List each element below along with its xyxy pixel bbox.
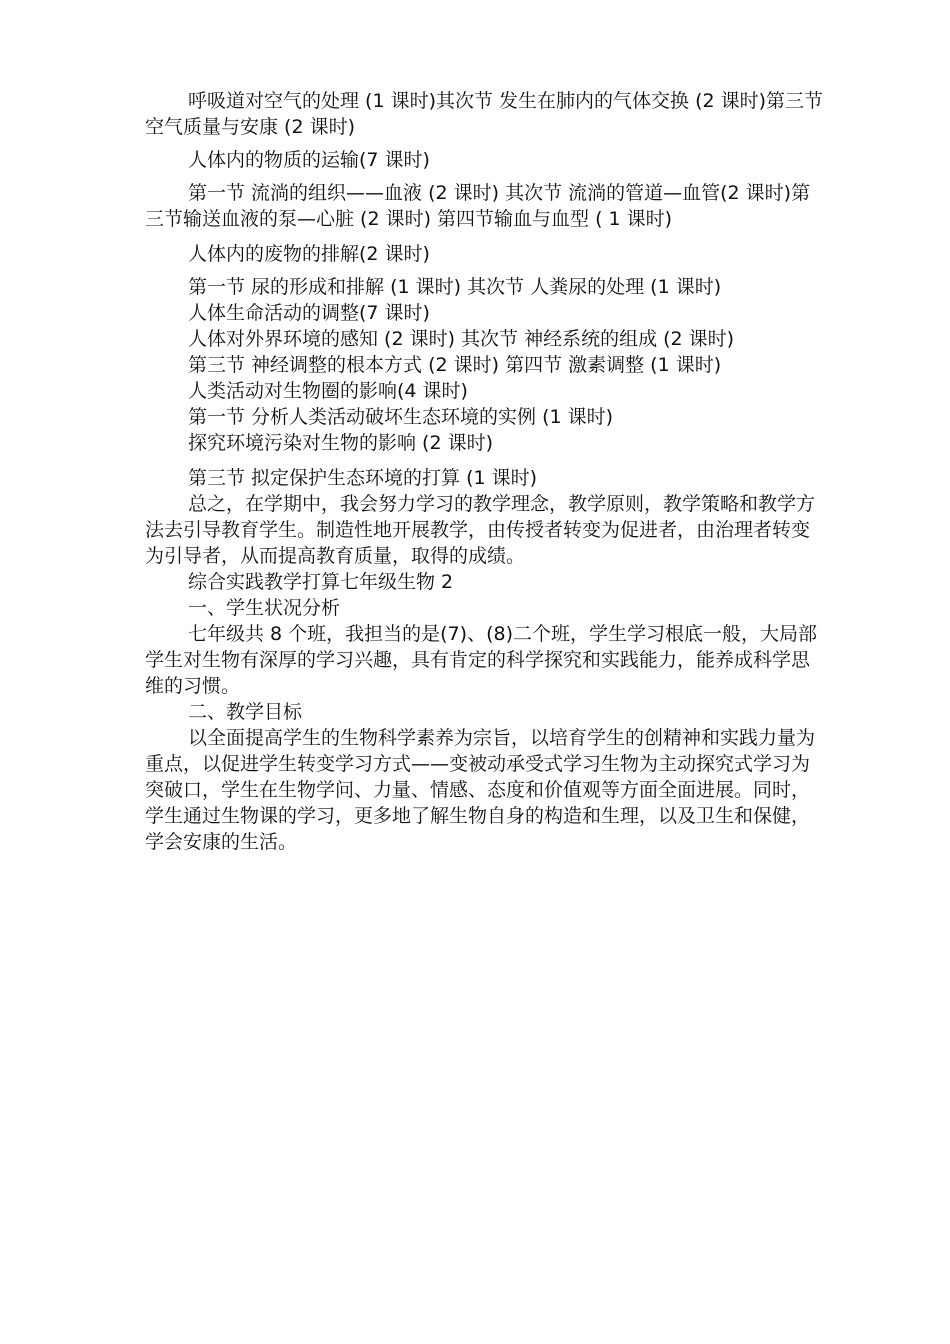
heading-human-impact: 人类活动对生物圈的影响(4 课时) [188, 380, 468, 402]
heading-student-analysis: 一、学生状况分析 [188, 597, 341, 619]
paragraph-summary: 总之，在学期中，我会努力学习的教学理念，教学原则，教学策略和教学方法去引导教育学生。制造性地开展教学，由传授者转变为促进者，由治理者转变为引导者，从而提高教育质量，取得的成绩。 [145, 493, 816, 567]
paragraph-transport-sections: 第一节 流淌的组织——血液 (2 课时) 其次节 流淌的管道—血管(2 课时)第三节输送血液的泵—心脏 (2 课时) 第四节输血与血型 ( 1 课时) [145, 182, 811, 230]
paragraph-impact-1: 第一节 分析人类活动破坏生态环境的实例 (1 课时) [188, 406, 614, 428]
heading-transport: 人体内的物质的运输(7 课时) [188, 149, 430, 171]
heading-regulation: 人体生命活动的调整(7 课时) [188, 302, 430, 324]
paragraph-impact-3: 第三节 拟定保护生态环境的打算 (1 课时) [188, 467, 538, 489]
paragraph-teaching-goals: 以全面提高学生的生物科学素养为宗旨，以培育学生的创精神和实践力量为重点，以促进学生转变学习方式——变被动承受式学习生物为主动探究式学习为突破口，学生在生物学问、力量、情感、态度和价值观等方面全面进展。同时，学生通过生物课的学习，更多地了解生物自身的构造和生理，以及卫生和保健，学会安康的生活。 [145, 727, 816, 853]
heading-teaching-goals: 二、教学目标 [188, 701, 303, 723]
paragraph-impact-2: 探究环境污染对生物的影响 (2 课时) [188, 432, 493, 454]
paragraph-student-analysis: 七年级共 8 个班，我担当的是(7)、(8)二个班，学生学习根底一般，大局部学生对生物有深厚的学习兴趣，具有肯定的科学探究和实践能力，能养成科学思维的习惯。 [145, 623, 817, 697]
section-title-plan-2: 综合实践教学打算七年级生物 2 [188, 571, 454, 593]
paragraph-regulation-2: 第三节 神经调整的根本方式 (2 课时) 第四节 激素调整 (1 课时) [188, 354, 722, 376]
paragraph-respiratory: 呼吸道对空气的处理 (1 课时)其次节 发生在肺内的气体交换 (2 课时)第三节空气质量与安康 (2 课时) [145, 90, 824, 138]
heading-excretion: 人体内的废物的排解(2 课时) [188, 243, 430, 265]
paragraph-regulation-1: 人体对外界环境的感知 (2 课时) 其次节 神经系统的组成 (2 课时) [188, 328, 735, 350]
document-page [145, 88, 825, 855]
paragraph-excretion-sections: 第一节 尿的形成和排解 (1 课时) 其次节 人粪尿的处理 (1 课时) [188, 276, 722, 298]
